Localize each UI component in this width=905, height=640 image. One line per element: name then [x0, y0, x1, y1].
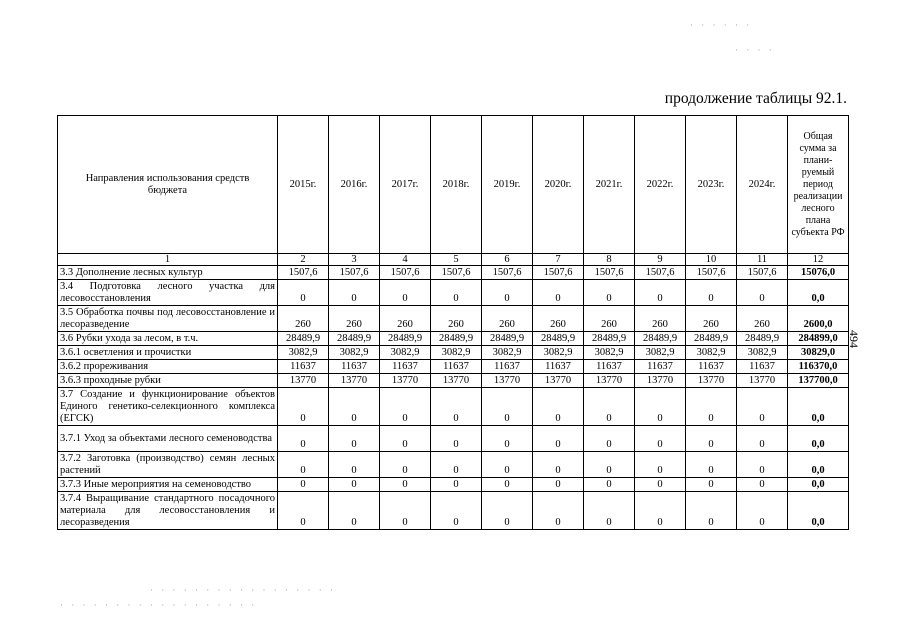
year-value-cell: 11637 [431, 360, 482, 374]
year-value-cell: 13770 [584, 374, 635, 388]
year-value-cell: 28489,9 [329, 332, 380, 346]
table-row [58, 360, 849, 374]
page-number: 494 [847, 330, 861, 348]
year-value-cell: 0 [278, 478, 329, 492]
table-row [58, 306, 849, 332]
year-value-cell: 0 [278, 452, 329, 478]
year-value-cell: 13770 [737, 374, 788, 388]
column-number: 5 [431, 254, 482, 266]
year-value-cell: 0 [533, 478, 584, 492]
year-value-cell: 0 [329, 452, 380, 478]
table-row [58, 266, 849, 280]
header-direction: Направления использования средств бюджета [58, 116, 278, 254]
year-value-cell: 0 [278, 280, 329, 306]
row-label: 3.7 Создание и функционирование объектов Единого генетико-селекционного комплекса (ЕГСК) [58, 388, 278, 426]
year-value-cell: 0 [533, 426, 584, 452]
row-label: 3.7.1 Уход за объектами лесного семеноводства [58, 426, 278, 452]
column-number: 8 [584, 254, 635, 266]
year-value-cell: 0 [482, 280, 533, 306]
header-year: 2019г. [482, 116, 533, 254]
column-number: 9 [635, 254, 686, 266]
scan-noise: · · · · [735, 45, 775, 55]
year-value-cell: 1507,6 [278, 266, 329, 280]
year-value-cell: 0 [737, 492, 788, 530]
column-number: 7 [533, 254, 584, 266]
year-value-cell: 0 [737, 426, 788, 452]
year-value-cell: 0 [635, 452, 686, 478]
year-value-cell: 0 [329, 280, 380, 306]
year-value-cell: 0 [380, 426, 431, 452]
year-value-cell: 0 [533, 388, 584, 426]
year-value-cell: 1507,6 [482, 266, 533, 280]
year-value-cell: 0 [584, 388, 635, 426]
total-value-cell: 116370,0 [788, 360, 849, 374]
row-label: 3.5 Обработка почвы под лесовосстановление и лесоразведение [58, 306, 278, 332]
year-value-cell: 0 [380, 478, 431, 492]
total-value-cell: 284899,0 [788, 332, 849, 346]
year-value-cell: 0 [431, 452, 482, 478]
table-row [58, 346, 849, 360]
year-value-cell: 3082,9 [533, 346, 584, 360]
row-label: 3.6 Рубки ухода за лесом, в т.ч. [58, 332, 278, 346]
year-value-cell: 0 [380, 492, 431, 530]
year-value-cell: 260 [737, 306, 788, 332]
scan-noise: · · · · · · · · · · · · · · · · · [150, 585, 336, 595]
year-value-cell: 0 [533, 452, 584, 478]
year-value-cell: 3082,9 [737, 346, 788, 360]
year-value-cell: 13770 [278, 374, 329, 388]
year-value-cell: 13770 [329, 374, 380, 388]
total-value-cell: 30829,0 [788, 346, 849, 360]
year-value-cell: 13770 [533, 374, 584, 388]
year-value-cell: 0 [584, 426, 635, 452]
year-value-cell: 0 [431, 492, 482, 530]
year-value-cell: 11637 [380, 360, 431, 374]
year-value-cell: 0 [584, 280, 635, 306]
column-number: 6 [482, 254, 533, 266]
header-row [58, 116, 849, 254]
year-value-cell: 11637 [686, 360, 737, 374]
column-number: 4 [380, 254, 431, 266]
table-continuation-caption: продолжение таблицы 92.1. [664, 90, 847, 107]
row-label: 3.7.4 Выращивание стандартного посадочного материала для лесовосстановления и лесоразведения [58, 492, 278, 530]
year-value-cell: 0 [635, 492, 686, 530]
year-value-cell: 0 [329, 426, 380, 452]
year-value-cell: 0 [380, 388, 431, 426]
year-value-cell: 0 [686, 280, 737, 306]
header-year: 2015г. [278, 116, 329, 254]
total-value-cell: 0,0 [788, 426, 849, 452]
year-value-cell: 13770 [380, 374, 431, 388]
budget-table [57, 115, 849, 530]
year-value-cell: 28489,9 [533, 332, 584, 346]
row-label: 3.6.1 осветления и прочистки [58, 346, 278, 360]
year-value-cell: 28489,9 [635, 332, 686, 346]
total-value-cell: 0,0 [788, 280, 849, 306]
year-value-cell: 0 [635, 280, 686, 306]
year-value-cell: 11637 [635, 360, 686, 374]
table-row [58, 388, 849, 426]
year-value-cell: 0 [482, 478, 533, 492]
year-value-cell: 0 [737, 452, 788, 478]
year-value-cell: 0 [686, 452, 737, 478]
row-label: 3.3 Дополнение лесных культур [58, 266, 278, 280]
table-row [58, 426, 849, 452]
year-value-cell: 1507,6 [737, 266, 788, 280]
column-number: 3 [329, 254, 380, 266]
year-value-cell: 28489,9 [482, 332, 533, 346]
year-value-cell: 28489,9 [380, 332, 431, 346]
year-value-cell: 3082,9 [431, 346, 482, 360]
year-value-cell: 0 [278, 388, 329, 426]
year-value-cell: 11637 [482, 360, 533, 374]
year-value-cell: 3082,9 [329, 346, 380, 360]
year-value-cell: 28489,9 [737, 332, 788, 346]
column-number: 11 [737, 254, 788, 266]
year-value-cell: 11637 [533, 360, 584, 374]
year-value-cell: 0 [584, 452, 635, 478]
year-value-cell: 1507,6 [584, 266, 635, 280]
year-value-cell: 28489,9 [686, 332, 737, 346]
table-row [58, 452, 849, 478]
year-value-cell: 28489,9 [584, 332, 635, 346]
year-value-cell: 1507,6 [635, 266, 686, 280]
year-value-cell: 260 [431, 306, 482, 332]
year-value-cell: 260 [278, 306, 329, 332]
year-value-cell: 3082,9 [635, 346, 686, 360]
header-year: 2016г. [329, 116, 380, 254]
year-value-cell: 11637 [329, 360, 380, 374]
year-value-cell: 0 [584, 492, 635, 530]
year-value-cell: 28489,9 [431, 332, 482, 346]
year-value-cell: 0 [686, 388, 737, 426]
year-value-cell: 0 [533, 280, 584, 306]
year-value-cell: 3082,9 [584, 346, 635, 360]
year-value-cell: 3082,9 [278, 346, 329, 360]
header-year: 2017г. [380, 116, 431, 254]
year-value-cell: 0 [737, 478, 788, 492]
year-value-cell: 0 [533, 492, 584, 530]
year-value-cell: 260 [380, 306, 431, 332]
year-value-cell: 0 [686, 426, 737, 452]
year-value-cell: 3082,9 [380, 346, 431, 360]
column-number-row [58, 254, 849, 266]
year-value-cell: 0 [329, 478, 380, 492]
total-value-cell: 137700,0 [788, 374, 849, 388]
year-value-cell: 0 [329, 492, 380, 530]
row-label: 3.7.3 Иные мероприятия на семеноводство [58, 478, 278, 492]
total-value-cell: 0,0 [788, 452, 849, 478]
year-value-cell: 3082,9 [686, 346, 737, 360]
year-value-cell: 13770 [482, 374, 533, 388]
year-value-cell: 1507,6 [533, 266, 584, 280]
year-value-cell: 0 [635, 426, 686, 452]
table-row [58, 492, 849, 530]
scan-noise: · · · · · · · · · · · · · · · · · · [60, 600, 258, 610]
year-value-cell: 0 [329, 388, 380, 426]
year-value-cell: 1507,6 [431, 266, 482, 280]
year-value-cell: 0 [482, 426, 533, 452]
year-value-cell: 260 [533, 306, 584, 332]
row-label: 3.6.2 прореживания [58, 360, 278, 374]
year-value-cell: 0 [431, 478, 482, 492]
year-value-cell: 0 [482, 452, 533, 478]
row-label: 3.4 Подготовка лесного участка для лесовосстановления [58, 280, 278, 306]
table-row [58, 332, 849, 346]
year-value-cell: 260 [584, 306, 635, 332]
year-value-cell: 11637 [584, 360, 635, 374]
year-value-cell: 0 [482, 388, 533, 426]
table-row [58, 280, 849, 306]
year-value-cell: 0 [635, 478, 686, 492]
total-value-cell: 0,0 [788, 478, 849, 492]
year-value-cell: 260 [635, 306, 686, 332]
year-value-cell: 260 [329, 306, 380, 332]
table-row [58, 374, 849, 388]
scan-noise: · · · · · · [690, 20, 753, 30]
year-value-cell: 1507,6 [686, 266, 737, 280]
header-year: 2024г. [737, 116, 788, 254]
year-value-cell: 0 [686, 492, 737, 530]
header-year: 2021г. [584, 116, 635, 254]
total-value-cell: 15076,0 [788, 266, 849, 280]
total-value-cell: 2600,0 [788, 306, 849, 332]
year-value-cell: 0 [278, 492, 329, 530]
year-value-cell: 0 [737, 388, 788, 426]
year-value-cell: 0 [686, 478, 737, 492]
header-year: 2022г. [635, 116, 686, 254]
year-value-cell: 1507,6 [380, 266, 431, 280]
year-value-cell: 1507,6 [329, 266, 380, 280]
year-value-cell: 0 [737, 280, 788, 306]
year-value-cell: 13770 [431, 374, 482, 388]
year-value-cell: 11637 [737, 360, 788, 374]
year-value-cell: 260 [686, 306, 737, 332]
year-value-cell: 0 [431, 388, 482, 426]
year-value-cell: 260 [482, 306, 533, 332]
year-value-cell: 0 [431, 426, 482, 452]
year-value-cell: 13770 [635, 374, 686, 388]
year-value-cell: 0 [482, 492, 533, 530]
year-value-cell: 0 [584, 478, 635, 492]
year-value-cell: 0 [380, 280, 431, 306]
total-value-cell: 0,0 [788, 388, 849, 426]
year-value-cell: 0 [278, 426, 329, 452]
year-value-cell: 13770 [686, 374, 737, 388]
header-year: 2020г. [533, 116, 584, 254]
row-label: 3.7.2 Заготовка (производство) семян лесных растений [58, 452, 278, 478]
header-year: 2023г. [686, 116, 737, 254]
year-value-cell: 11637 [278, 360, 329, 374]
total-value-cell: 0,0 [788, 492, 849, 530]
header-total: Общая сумма за плани-руемый период реализации лесного плана субъекта РФ [788, 116, 849, 254]
year-value-cell: 0 [635, 388, 686, 426]
year-value-cell: 0 [431, 280, 482, 306]
header-year: 2018г. [431, 116, 482, 254]
year-value-cell: 0 [380, 452, 431, 478]
column-number: 10 [686, 254, 737, 266]
table-row [58, 478, 849, 492]
table-body [58, 266, 849, 530]
column-number: 12 [788, 254, 849, 266]
year-value-cell: 28489,9 [278, 332, 329, 346]
column-number: 1 [58, 254, 278, 266]
column-number: 2 [278, 254, 329, 266]
year-value-cell: 3082,9 [482, 346, 533, 360]
row-label: 3.6.3 проходные рубки [58, 374, 278, 388]
